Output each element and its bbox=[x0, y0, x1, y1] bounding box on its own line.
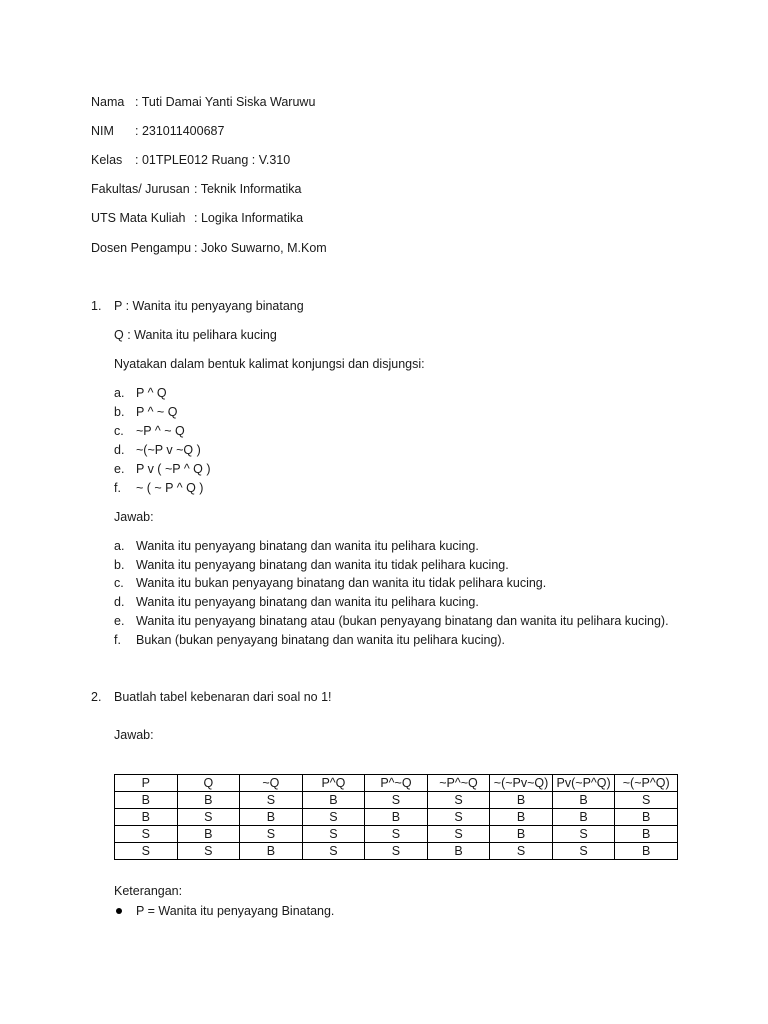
instruction: Nyatakan dalam bentuk kalimat konjungsi dan disjungsi: bbox=[114, 357, 425, 371]
answer-label: Jawab: bbox=[114, 728, 154, 742]
question-text: Buatlah tabel kebenaran dari soal no 1! bbox=[114, 690, 332, 704]
nim-value: : 231011400687 bbox=[135, 124, 225, 138]
class-value: : 01TPLE012 Ruang : V.310 bbox=[135, 153, 291, 167]
class-label: Kelas bbox=[91, 153, 123, 167]
list-text: Wanita itu penyayang binatang dan wanita itu pelihara kucing. bbox=[136, 539, 479, 553]
table-cell: B bbox=[302, 792, 365, 809]
faculty-value: : Teknik Informatika bbox=[194, 182, 302, 196]
table-cell: B bbox=[615, 843, 678, 860]
table-cell: B bbox=[615, 809, 678, 826]
list-text: ~(~P v ~Q ) bbox=[136, 443, 201, 457]
list-text: P v ( ~P ^ Q ) bbox=[136, 462, 211, 476]
table-cell: B bbox=[552, 809, 615, 826]
table-cell: B bbox=[365, 809, 428, 826]
list-marker: c. bbox=[114, 576, 124, 590]
table-cell: B bbox=[177, 792, 240, 809]
list-marker: f. bbox=[114, 481, 121, 495]
column-header: P^~Q bbox=[365, 775, 428, 792]
table-cell: S bbox=[615, 792, 678, 809]
column-header: P bbox=[115, 775, 178, 792]
table-cell: B bbox=[490, 792, 553, 809]
list-marker: c. bbox=[114, 424, 124, 438]
table-cell: S bbox=[240, 826, 303, 843]
table-cell: B bbox=[552, 792, 615, 809]
name-value: : Tuti Damai Yanti Siska Waruwu bbox=[135, 95, 316, 109]
table-cell: S bbox=[365, 843, 428, 860]
column-header: ~Q bbox=[240, 775, 303, 792]
table-cell: S bbox=[177, 809, 240, 826]
column-header: ~(~P^Q) bbox=[615, 775, 678, 792]
faculty-label: Fakultas/ Jurusan bbox=[91, 182, 190, 196]
table-row bbox=[115, 809, 678, 826]
table-row bbox=[115, 792, 678, 809]
table-cell: B bbox=[240, 809, 303, 826]
table-cell: B bbox=[427, 843, 490, 860]
list-marker: d. bbox=[114, 443, 125, 457]
table-cell: B bbox=[490, 809, 553, 826]
table-cell: S bbox=[302, 809, 365, 826]
list-marker: f. bbox=[114, 633, 121, 647]
column-header: Pv(~P^Q) bbox=[552, 775, 615, 792]
course-value: : Logika Informatika bbox=[194, 211, 304, 225]
bullet-icon bbox=[116, 908, 122, 914]
list-marker: d. bbox=[114, 595, 125, 609]
table-row bbox=[115, 826, 678, 843]
table-cell: B bbox=[177, 826, 240, 843]
list-text: Wanita itu bukan penyayang binatang dan wanita itu tidak pelihara kucing. bbox=[136, 576, 547, 590]
lecturer-value: : Joko Suwarno, M.Kom bbox=[194, 241, 327, 255]
table-cell: B bbox=[115, 792, 178, 809]
list-text: Wanita itu penyayang binatang dan wanita itu pelihara kucing. bbox=[136, 595, 479, 609]
list-text: Wanita itu penyayang binatang atau (bukan penyayang binatang dan wanita itu pelihara kucing). bbox=[136, 614, 669, 628]
list-marker: b. bbox=[114, 405, 125, 419]
table-cell: S bbox=[177, 843, 240, 860]
nim-label: NIM bbox=[91, 124, 114, 138]
column-header: P^Q bbox=[302, 775, 365, 792]
column-header: ~(~Pv~Q) bbox=[490, 775, 553, 792]
table-cell: S bbox=[365, 826, 428, 843]
table-cell: S bbox=[365, 792, 428, 809]
list-marker: a. bbox=[114, 539, 125, 553]
table-cell: S bbox=[427, 809, 490, 826]
table-cell: S bbox=[302, 826, 365, 843]
column-header: ~P^~Q bbox=[427, 775, 490, 792]
name-label: Nama bbox=[91, 95, 125, 109]
list-text: ~P ^ ~ Q bbox=[136, 424, 185, 438]
statement-q: Q : Wanita itu pelihara kucing bbox=[114, 328, 277, 342]
keterangan-item: P = Wanita itu penyayang Binatang. bbox=[136, 904, 335, 918]
answer-label: Jawab: bbox=[114, 510, 154, 524]
truth-table bbox=[114, 774, 678, 860]
table-row bbox=[115, 843, 678, 860]
table-cell: S bbox=[240, 792, 303, 809]
table-cell: S bbox=[552, 826, 615, 843]
list-text: P ^ ~ Q bbox=[136, 405, 178, 419]
list-marker: e. bbox=[114, 462, 125, 476]
question-number: 1. bbox=[91, 299, 102, 313]
list-text: P ^ Q bbox=[136, 386, 167, 400]
table-cell: B bbox=[240, 843, 303, 860]
table-cell: S bbox=[115, 826, 178, 843]
table-cell: S bbox=[427, 826, 490, 843]
table-cell: S bbox=[302, 843, 365, 860]
table-cell: S bbox=[490, 843, 553, 860]
list-text: ~ ( ~ P ^ Q ) bbox=[136, 481, 204, 495]
question-number: 2. bbox=[91, 690, 102, 704]
table-cell: B bbox=[615, 826, 678, 843]
lecturer-label: Dosen Pengampu bbox=[91, 241, 192, 255]
list-marker: b. bbox=[114, 558, 125, 572]
list-text: Bukan (bukan penyayang binatang dan wanita itu pelihara kucing). bbox=[136, 633, 506, 647]
list-marker: a. bbox=[114, 386, 125, 400]
table-cell: B bbox=[490, 826, 553, 843]
course-label: UTS Mata Kuliah bbox=[91, 211, 186, 225]
table-cell: B bbox=[115, 809, 178, 826]
table-cell: S bbox=[115, 843, 178, 860]
table-cell: S bbox=[427, 792, 490, 809]
column-header: Q bbox=[177, 775, 240, 792]
list-marker: e. bbox=[114, 614, 125, 628]
table-cell: S bbox=[552, 843, 615, 860]
list-text: Wanita itu penyayang binatang dan wanita itu tidak pelihara kucing. bbox=[136, 558, 509, 572]
statement-p: P : Wanita itu penyayang binatang bbox=[114, 299, 304, 313]
keterangan-label: Keterangan: bbox=[114, 884, 183, 898]
table-header-row bbox=[115, 775, 678, 792]
